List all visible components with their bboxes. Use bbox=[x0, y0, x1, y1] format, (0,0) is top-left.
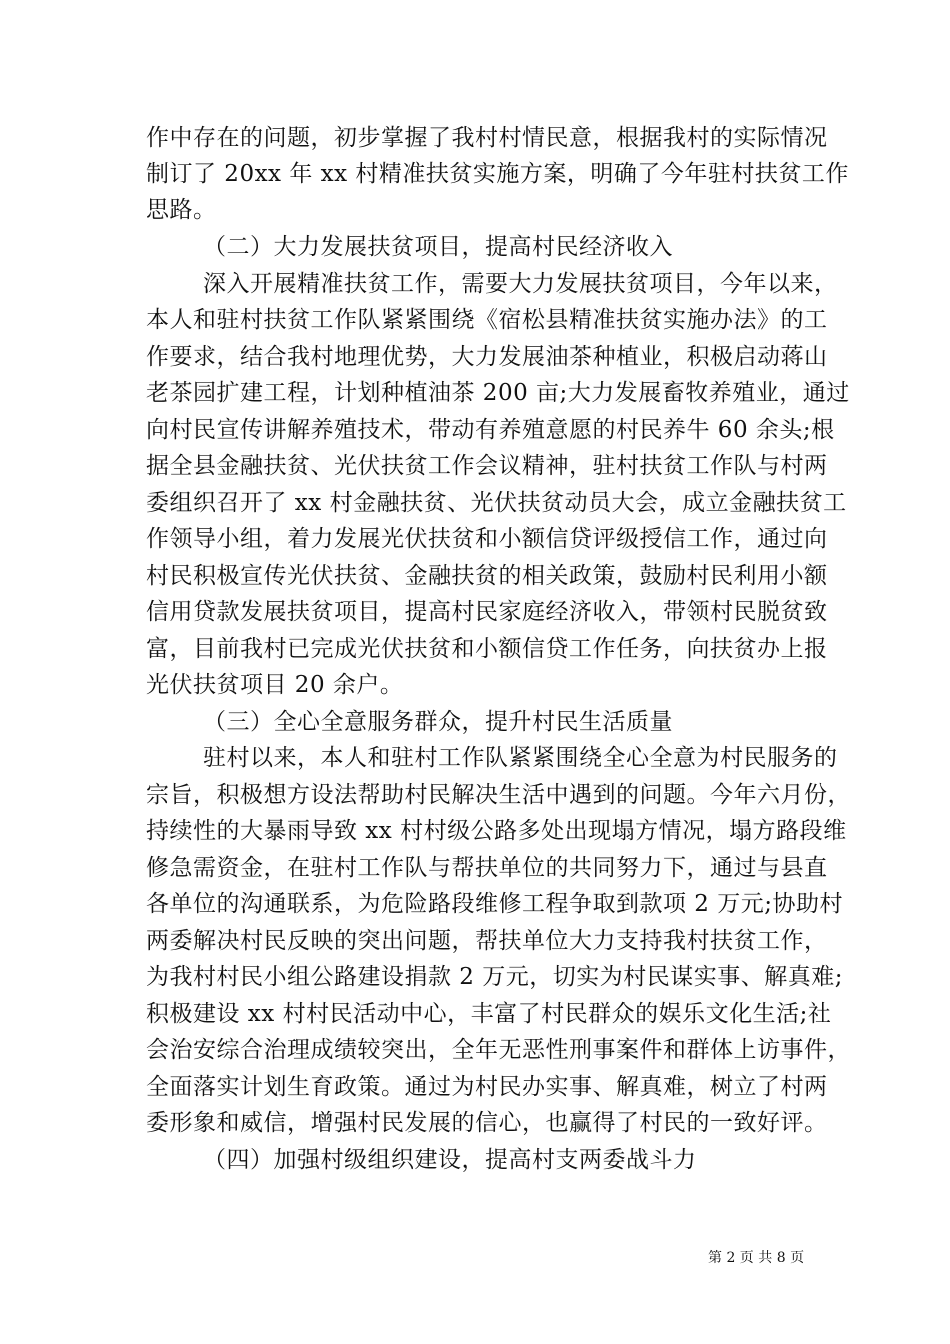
paragraph-line: 本人和驻村扶贫工作队紧紧围绕《宿松县精准扶贫实施办法》的工 bbox=[146, 307, 828, 333]
paragraph-line: 思路。 bbox=[146, 197, 217, 223]
page-number-footer: 第 2 页 共 8 页 bbox=[708, 1250, 805, 1266]
section-heading-4: （四）加强村级组织建设，提高村支两委战斗力 bbox=[203, 1147, 697, 1173]
paragraph-line: 委组织召开了 xx 村金融扶贫、光伏扶贫动员大会，成立金融扶贫工 bbox=[146, 490, 847, 516]
paragraph-line: 修急需资金，在驻村工作队与帮扶单位的共同努力下，通过与县直 bbox=[146, 855, 828, 881]
paragraph-line: 作要求，结合我村地理优势，大力发展油茶种植业，积极启动蒋山 bbox=[146, 344, 828, 370]
paragraph-line: 会治安综合治理成绩较突出，全年无恶性刑事案件和群体上访事件， bbox=[146, 1037, 851, 1063]
paragraph-line: 作领导小组，着力发展光伏扶贫和小额信贷评级授信工作，通过向 bbox=[146, 526, 828, 552]
paragraph-line: 各单位的沟通联系，为危险路段维修工程争取到款项 2 万元;协助村 bbox=[146, 891, 844, 917]
paragraph-line: 驻村以来，本人和驻村工作队紧紧围绕全心全意为村民服务的 bbox=[203, 745, 838, 771]
section-heading-2: （二）大力发展扶贫项目，提高村民经济收入 bbox=[203, 234, 673, 260]
paragraph-line: 宗旨，积极想方设法帮助村民解决生活中遇到的问题。今年六月份， bbox=[146, 782, 851, 808]
paragraph-line: 作中存在的问题，初步掌握了我村村情民意，根据我村的实际情况 bbox=[146, 125, 828, 151]
paragraph-line: 向村民宣传讲解养殖技术，带动有养殖意愿的村民养牛 60 余头;根 bbox=[146, 417, 835, 443]
paragraph-line: 两委解决村民反映的突出问题，帮扶单位大力支持我村扶贫工作， bbox=[146, 928, 828, 954]
paragraph-line: 持续性的大暴雨导致 xx 村村级公路多处出现塌方情况，塌方路段维 bbox=[146, 818, 847, 844]
paragraph-line: 委形象和威信，增强村民发展的信心，也赢得了村民的一致好评。 bbox=[146, 1110, 828, 1136]
paragraph-line: 富，目前我村已完成光伏扶贫和小额信贷工作任务，向扶贫办上报 bbox=[146, 636, 828, 662]
paragraph-line: 光伏扶贫项目 20 余户。 bbox=[146, 672, 404, 698]
paragraph-line: 积极建设 xx 村村民活动中心，丰富了村民群众的娱乐文化生活;社 bbox=[146, 1001, 832, 1027]
paragraph-line: 老茶园扩建工程，计划种植油茶 200 亩;大力发展畜牧养殖业，通过 bbox=[146, 380, 850, 406]
paragraph-line: 据全县金融扶贫、光伏扶贫工作会议精神，驻村扶贫工作队与村两 bbox=[146, 453, 828, 479]
paragraph-line: 制订了 20xx 年 xx 村精准扶贫实施方案，明确了今年驻村扶贫工作 bbox=[146, 161, 849, 187]
paragraph-line: 信用贷款发展扶贫项目，提高村民家庭经济收入，带领村民脱贫致 bbox=[146, 599, 828, 625]
paragraph-line: 深入开展精准扶贫工作，需要大力发展扶贫项目，今年以来， bbox=[203, 271, 838, 297]
paragraph-line: 为我村村民小组公路建设捐款 2 万元，切实为村民谋实事、解真难; bbox=[146, 964, 844, 990]
paragraph-line: 村民积极宣传光伏扶贫、金融扶贫的相关政策，鼓励村民利用小额 bbox=[146, 563, 828, 589]
section-heading-3: （三）全心全意服务群众，提升村民生活质量 bbox=[203, 709, 673, 735]
paragraph-line: 全面落实计划生育政策。通过为村民办实事、解真难，树立了村两 bbox=[146, 1074, 828, 1100]
